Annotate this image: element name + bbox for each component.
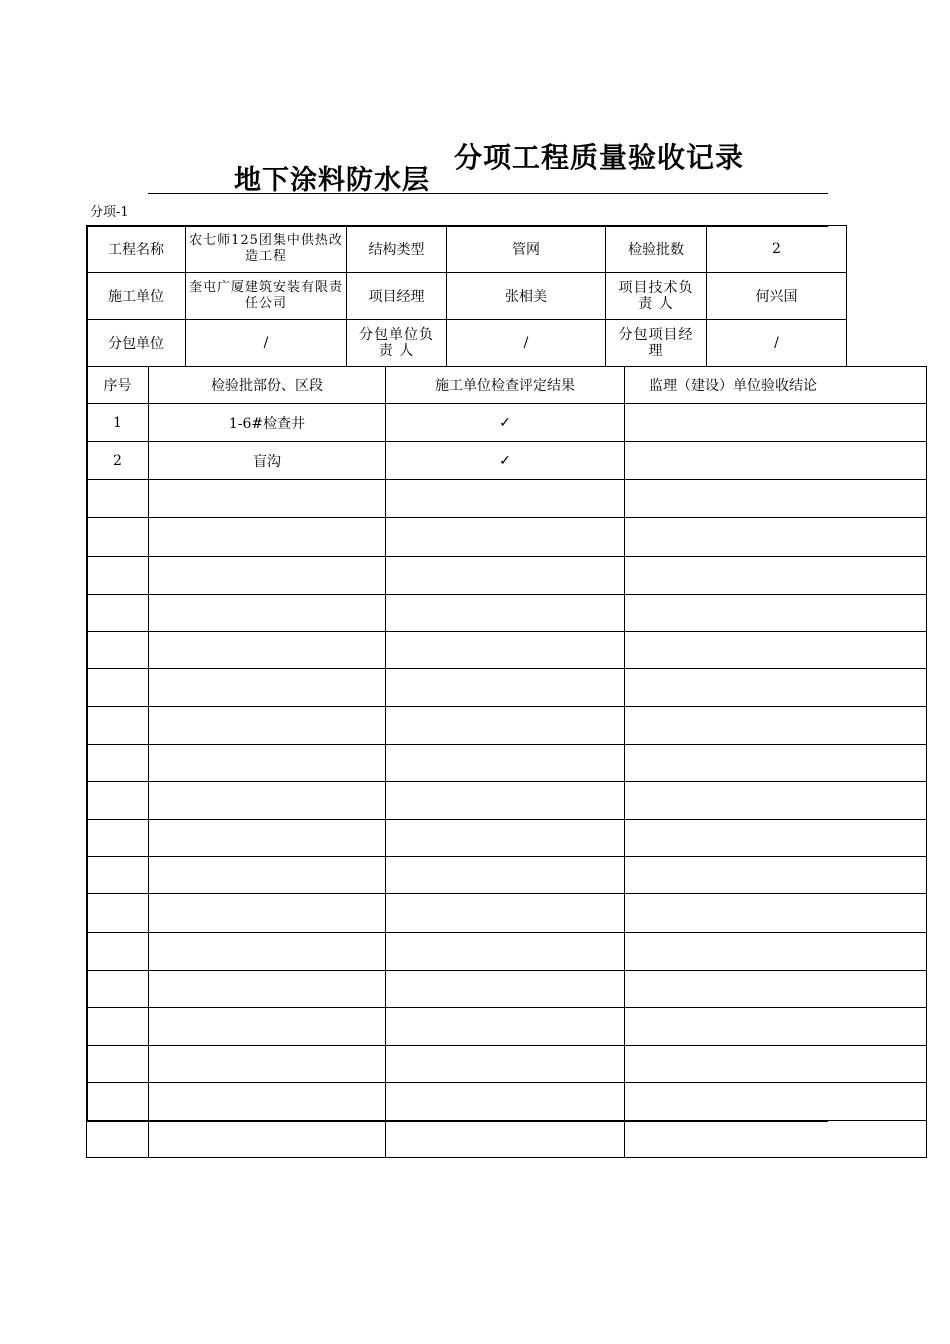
structure-type-value: 管网 bbox=[447, 226, 606, 273]
inspection-list bbox=[86, 366, 927, 1158]
row-seq: 2 bbox=[87, 442, 149, 480]
header-row-project bbox=[87, 226, 847, 273]
column-header-row bbox=[87, 367, 927, 404]
table-row bbox=[87, 480, 927, 518]
row-location bbox=[149, 933, 386, 971]
row-supervisor-result bbox=[625, 971, 927, 1008]
sub-lead-label: 分包单位负 责 人 bbox=[347, 320, 447, 367]
row-supervisor-result bbox=[625, 707, 927, 745]
row-location bbox=[149, 745, 386, 782]
header-row-subcontractor bbox=[87, 320, 847, 367]
row-contractor-result bbox=[386, 595, 625, 632]
row-supervisor-result bbox=[625, 557, 927, 595]
title-underline bbox=[148, 193, 828, 194]
row-contractor-result bbox=[386, 632, 625, 669]
col-supervisor-result-header: 监理（建设）单位验收结论 bbox=[625, 367, 927, 404]
page-title: 分项工程质量验收记录 bbox=[454, 141, 745, 174]
record-table bbox=[86, 225, 828, 1123]
row-seq bbox=[87, 857, 149, 894]
row-seq: 1 bbox=[87, 404, 149, 442]
row-supervisor-result bbox=[625, 669, 927, 707]
row-contractor-result bbox=[386, 745, 625, 782]
row-seq bbox=[87, 669, 149, 707]
table-row bbox=[87, 745, 927, 782]
project-name-label: 工程名称 bbox=[87, 226, 186, 273]
row-supervisor-result bbox=[625, 1121, 927, 1158]
row-seq bbox=[87, 1121, 149, 1158]
title-subject: 地下涂料防水层 bbox=[234, 165, 430, 196]
table-row bbox=[87, 669, 927, 707]
row-contractor-result: ✓ bbox=[386, 404, 625, 442]
row-seq bbox=[87, 933, 149, 971]
table-row bbox=[87, 595, 927, 632]
row-location bbox=[149, 971, 386, 1008]
row-location bbox=[149, 1008, 386, 1046]
table-row bbox=[87, 971, 927, 1008]
batch-count-value: 2 bbox=[707, 226, 847, 273]
sub-pm-value: / bbox=[707, 320, 847, 367]
row-contractor-result bbox=[386, 1008, 625, 1046]
row-contractor-result bbox=[386, 480, 625, 518]
row-seq bbox=[87, 782, 149, 820]
subcontractor-label: 分包单位 bbox=[87, 320, 186, 367]
contractor-value: 奎屯广厦建筑安装有限责任公司 bbox=[186, 273, 347, 320]
row-supervisor-result bbox=[625, 404, 927, 442]
subcontractor-value: / bbox=[186, 320, 347, 367]
row-supervisor-result bbox=[625, 1083, 927, 1121]
row-location bbox=[149, 595, 386, 632]
table-row bbox=[87, 857, 927, 894]
sub-lead-value: / bbox=[447, 320, 606, 367]
row-supervisor-result bbox=[625, 1046, 927, 1083]
row-supervisor-result bbox=[625, 595, 927, 632]
row-contractor-result: ✓ bbox=[386, 442, 625, 480]
row-contractor-result bbox=[386, 1083, 625, 1121]
table-row bbox=[87, 894, 927, 933]
row-supervisor-result bbox=[625, 933, 927, 971]
row-contractor-result bbox=[386, 557, 625, 595]
table-row bbox=[87, 1008, 927, 1046]
row-location bbox=[149, 480, 386, 518]
row-seq bbox=[87, 745, 149, 782]
row-supervisor-result bbox=[625, 894, 927, 933]
row-location bbox=[149, 632, 386, 669]
row-location bbox=[149, 669, 386, 707]
row-location bbox=[149, 1046, 386, 1083]
row-supervisor-result bbox=[625, 857, 927, 894]
col-contractor-result-header: 施工单位检查评定结果 bbox=[386, 367, 625, 404]
row-location bbox=[149, 894, 386, 933]
table-row bbox=[87, 707, 927, 745]
row-seq bbox=[87, 1008, 149, 1046]
row-location bbox=[149, 782, 386, 820]
row-location bbox=[149, 557, 386, 595]
table-row bbox=[87, 557, 927, 595]
header-table bbox=[86, 225, 847, 367]
row-seq bbox=[87, 595, 149, 632]
row-contractor-result bbox=[386, 857, 625, 894]
batch-count-label: 检验批数 bbox=[606, 226, 707, 273]
row-supervisor-result bbox=[625, 442, 927, 480]
row-supervisor-result bbox=[625, 820, 927, 857]
row-seq bbox=[87, 632, 149, 669]
row-location bbox=[149, 707, 386, 745]
col-seq-header: 序号 bbox=[87, 367, 149, 404]
row-contractor-result bbox=[386, 1121, 625, 1158]
contractor-label: 施工单位 bbox=[87, 273, 186, 320]
row-contractor-result bbox=[386, 894, 625, 933]
sub-pm-label: 分包项目经 理 bbox=[606, 320, 707, 367]
row-seq bbox=[87, 820, 149, 857]
pm-label: 项目经理 bbox=[347, 273, 447, 320]
row-contractor-result bbox=[386, 933, 625, 971]
table-row bbox=[87, 820, 927, 857]
table-row bbox=[87, 518, 927, 557]
row-contractor-result bbox=[386, 707, 625, 745]
table-row bbox=[87, 442, 927, 480]
row-supervisor-result bbox=[625, 480, 927, 518]
row-contractor-result bbox=[386, 1046, 625, 1083]
row-location bbox=[149, 820, 386, 857]
row-location: 1-6#检查井 bbox=[149, 404, 386, 442]
table-row bbox=[87, 1083, 927, 1121]
row-location: 盲沟 bbox=[149, 442, 386, 480]
pm-value: 张相美 bbox=[447, 273, 606, 320]
row-seq bbox=[87, 894, 149, 933]
tech-lead-label: 项目技术负 责 人 bbox=[606, 273, 707, 320]
row-contractor-result bbox=[386, 782, 625, 820]
row-contractor-result bbox=[386, 518, 625, 557]
row-seq bbox=[87, 707, 149, 745]
form-code: 分项-1 bbox=[90, 205, 129, 220]
table-row bbox=[87, 632, 927, 669]
row-seq bbox=[87, 971, 149, 1008]
row-seq bbox=[87, 1046, 149, 1083]
table-row bbox=[87, 404, 927, 442]
row-seq bbox=[87, 557, 149, 595]
table-row bbox=[87, 933, 927, 971]
row-supervisor-result bbox=[625, 1008, 927, 1046]
row-location bbox=[149, 1083, 386, 1121]
row-contractor-result bbox=[386, 669, 625, 707]
table-row bbox=[87, 1046, 927, 1083]
row-contractor-result bbox=[386, 820, 625, 857]
tech-lead-value: 何兴国 bbox=[707, 273, 847, 320]
row-seq bbox=[87, 480, 149, 518]
row-contractor-result bbox=[386, 971, 625, 1008]
project-name-value: 农七师125团集中供热改造工程 bbox=[186, 226, 347, 273]
row-supervisor-result bbox=[625, 782, 927, 820]
col-location-header: 检验批部份、区段 bbox=[149, 367, 386, 404]
table-row bbox=[87, 782, 927, 820]
structure-type-label: 结构类型 bbox=[347, 226, 447, 273]
row-supervisor-result bbox=[625, 745, 927, 782]
header-row-contractor bbox=[87, 273, 847, 320]
row-location bbox=[149, 857, 386, 894]
row-location bbox=[149, 518, 386, 557]
table-row bbox=[87, 1121, 927, 1158]
row-location bbox=[149, 1121, 386, 1158]
row-supervisor-result bbox=[625, 632, 927, 669]
row-supervisor-result bbox=[625, 518, 927, 557]
row-seq bbox=[87, 1083, 149, 1121]
row-seq bbox=[87, 518, 149, 557]
